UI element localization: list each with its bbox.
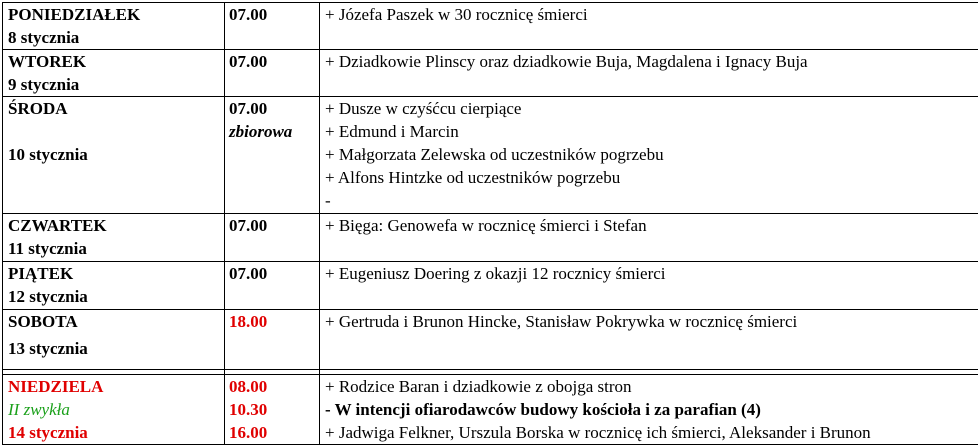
table-row xyxy=(3,214,978,262)
mass-time: 07.00 xyxy=(229,97,319,120)
mass-time: 10.30 xyxy=(229,398,319,421)
intention: + Gertruda i Brunon Hincke, Stanisław Pokrywka w rocznicę śmierci xyxy=(325,310,978,333)
intentions-cell xyxy=(320,3,978,50)
time-cell xyxy=(225,375,320,445)
day-name: PONIEDZIAŁEK xyxy=(8,3,224,26)
intentions-cell xyxy=(320,97,978,214)
mass-time: 07.00 xyxy=(229,214,319,237)
intention: - W intencji ofiarodawców budowy kościoła i za parafian (4) xyxy=(325,398,978,421)
intention: + Jadwiga Felkner, Urszula Borska w rocznicę ich śmierci, Aleksander i Brunon xyxy=(325,421,978,444)
day-name: SOBOTA xyxy=(8,310,224,333)
day-cell xyxy=(3,375,225,445)
day-name: PIĄTEK xyxy=(8,262,224,285)
intention: + Józefa Paszek w 30 rocznicę śmierci xyxy=(325,3,978,26)
intention: + Alfons Hintzke od uczestników pogrzebu xyxy=(325,166,978,189)
mass-time: 08.00 xyxy=(229,375,319,398)
mass-time: 07.00 xyxy=(229,50,319,73)
intention: + Rodzice Baran i dziadkowie z obojga stron xyxy=(325,375,978,398)
time-cell xyxy=(225,50,320,97)
intention: + Eugeniusz Doering z okazji 12 rocznicy śmierci xyxy=(325,262,978,285)
intention: + Edmund i Marcin xyxy=(325,120,978,143)
day-cell xyxy=(3,97,225,214)
day-cell xyxy=(3,50,225,97)
intention: + Bięga: Genowefa w rocznicę śmierci i Stefan xyxy=(325,214,978,237)
intentions-cell xyxy=(320,214,978,262)
mass-time: 18.00 xyxy=(229,310,319,333)
time-cell xyxy=(225,310,320,370)
mass-time: 07.00 xyxy=(229,3,319,26)
day-name: CZWARTEK xyxy=(8,214,224,237)
intentions-cell xyxy=(320,375,978,445)
liturgical-subtitle: II zwykła xyxy=(8,398,224,421)
intention: + Dusze w czyśćcu cierpiące xyxy=(325,97,978,120)
day-date: 14 stycznia xyxy=(8,421,224,444)
time-cell xyxy=(225,97,320,214)
intentions-cell xyxy=(320,310,978,370)
day-cell xyxy=(3,310,225,370)
day-name: NIEDZIELA xyxy=(8,375,224,398)
time-cell xyxy=(225,3,320,50)
day-cell xyxy=(3,214,225,262)
mass-schedule-table xyxy=(2,2,978,445)
day-name: ŚRODA xyxy=(8,97,224,120)
time-cell xyxy=(225,214,320,262)
day-name: WTOREK xyxy=(8,50,224,73)
table-row xyxy=(3,375,978,445)
day-cell xyxy=(3,3,225,50)
intentions-cell xyxy=(320,262,978,310)
day-date: 8 stycznia xyxy=(8,26,224,49)
table-row xyxy=(3,262,978,310)
intention: - xyxy=(325,189,978,212)
intentions-cell xyxy=(320,50,978,97)
day-date: 11 stycznia xyxy=(8,237,224,260)
table-row xyxy=(3,310,978,370)
intention: + Małgorzata Zelewska od uczestników pogrzebu xyxy=(325,143,978,166)
intention: + Dziadkowie Plinscy oraz dziadkowie Buja, Magdalena i Ignacy Buja xyxy=(325,50,978,73)
mass-time: 07.00 xyxy=(229,262,319,285)
day-date: 10 stycznia xyxy=(8,143,224,166)
day-date: 12 stycznia xyxy=(8,285,224,308)
time-cell xyxy=(225,262,320,310)
table-row xyxy=(3,3,978,50)
table-row xyxy=(3,50,978,97)
day-cell xyxy=(3,262,225,310)
mass-note: zbiorowa xyxy=(229,120,319,143)
table-row xyxy=(3,97,978,214)
day-date: 13 stycznia xyxy=(8,337,224,360)
mass-time: 16.00 xyxy=(229,421,319,444)
day-date: 9 stycznia xyxy=(8,73,224,96)
